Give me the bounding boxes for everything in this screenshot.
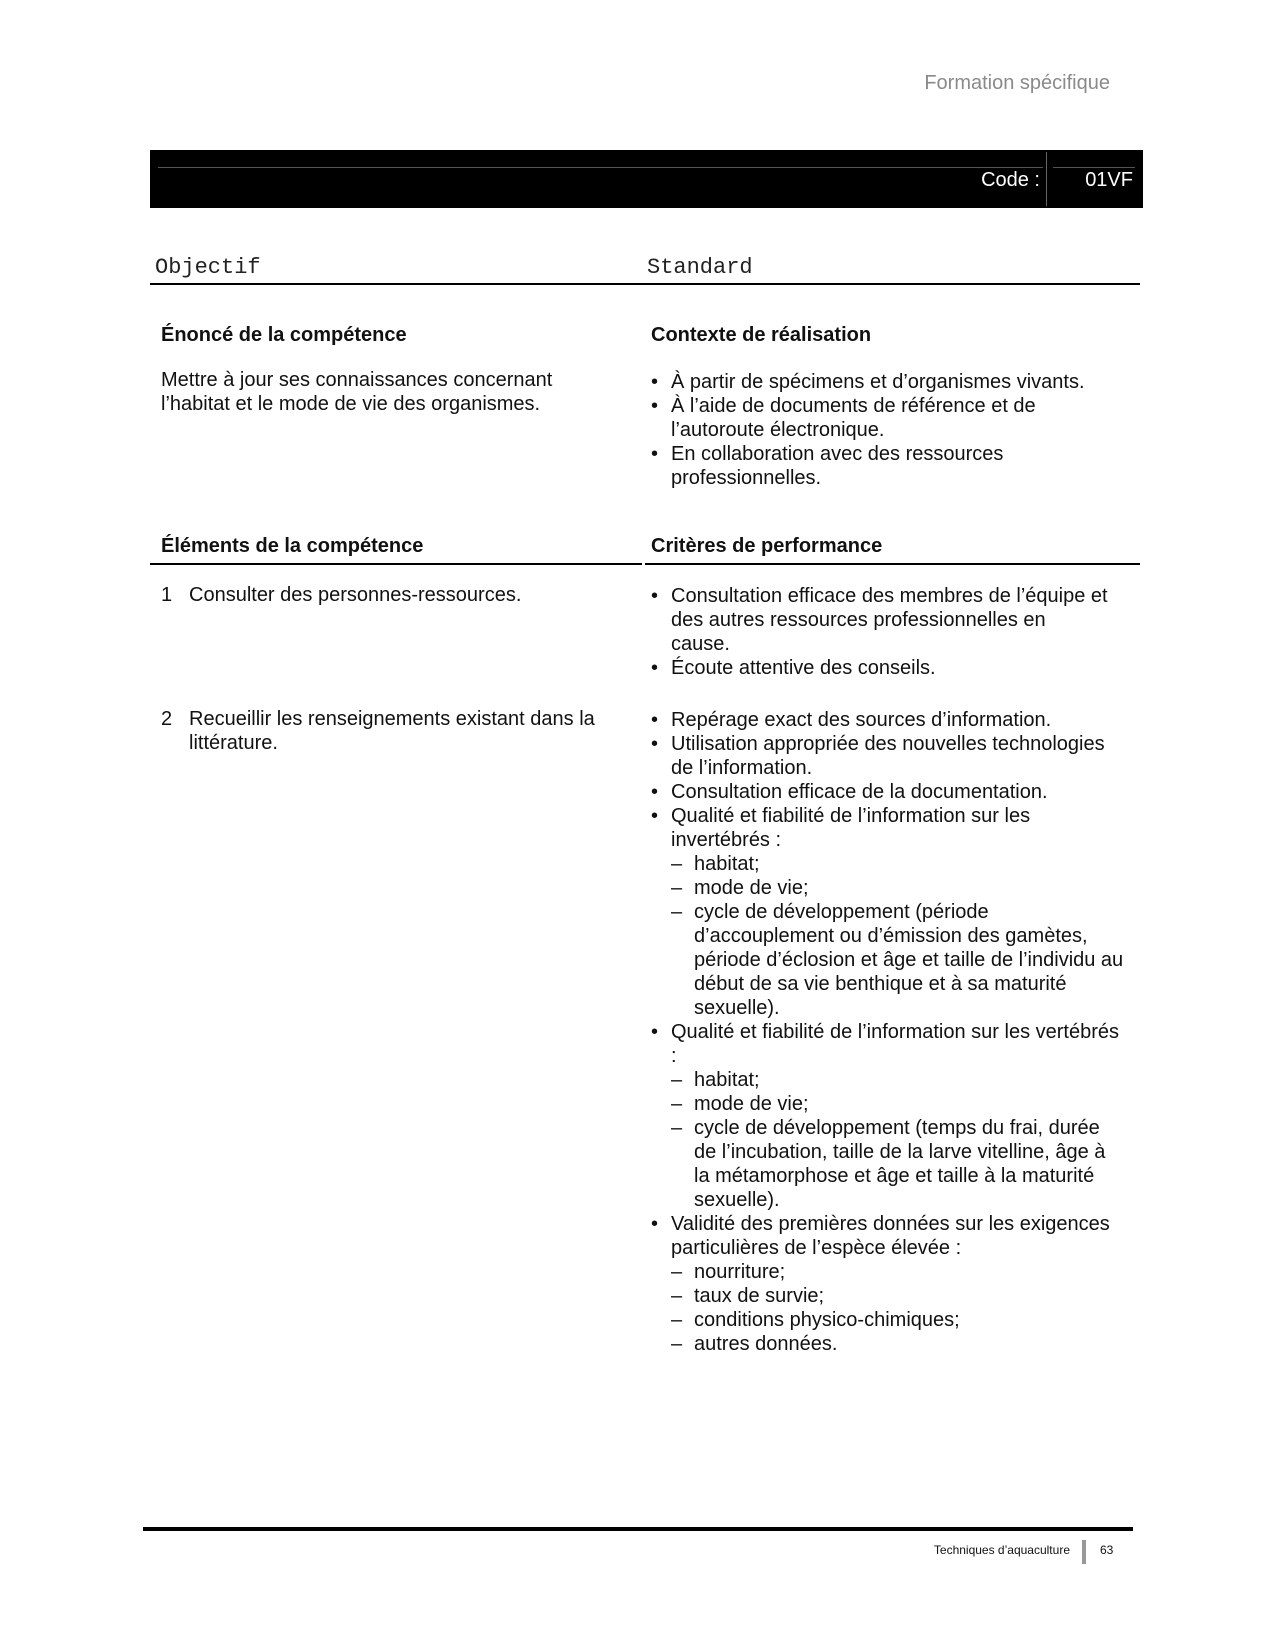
element-text: Recueillir les renseignements existant dans la littérature.: [189, 708, 595, 754]
section-title: Formation spécifique: [924, 72, 1110, 94]
list-item: • Écoute attentive des conseils.: [649, 656, 1109, 680]
enonce-line: Mettre à jour ses connaissances concernant: [161, 369, 553, 391]
list-item: [649, 1212, 1124, 1356]
list-item: • Consultation efficace des membres de l’équipe et des autres ressources professionnelles en cause.: [649, 584, 1109, 656]
code-bar-divider: [1046, 152, 1047, 206]
sub-list-item: – nourriture;: [671, 1260, 1124, 1284]
list-item: [649, 1020, 1124, 1212]
criteres-list-1: [649, 584, 1109, 680]
sub-list-item: – cycle de développement (temps du frai, durée de l’incubation, taille de la larve vitelline, âge à la métamorphose et âge et taille à la maturité sexuelle).: [671, 1116, 1124, 1212]
column-header-standard: Standard: [647, 255, 753, 280]
code-bar-line: [1053, 167, 1135, 168]
column-header-rule: [150, 283, 1140, 285]
sub-list-item: – taux de survie;: [671, 1284, 1124, 1308]
sub-list-item: – habitat;: [671, 852, 1124, 876]
sub-list-item: – conditions physico-chimiques;: [671, 1308, 1124, 1332]
list-item: [649, 804, 1124, 1020]
code-value: 01VF: [1085, 169, 1133, 191]
footer-title: Techniques d’aquaculture: [933, 1543, 1070, 1557]
list-item-text: Validité des premières données sur les exigences particulières de l’espèce élevée :: [671, 1213, 1110, 1259]
sub-list-item: – habitat;: [671, 1068, 1124, 1092]
contexte-list: [649, 370, 1109, 490]
list-item-text: Qualité et fiabilité de l’information sur les vertébrés :: [671, 1021, 1119, 1067]
criteres-title: Critères de performance: [651, 535, 883, 557]
list-item-text: Qualité et fiabilité de l’information sur les invertébrés :: [671, 805, 1031, 851]
element-item-2: [161, 707, 616, 755]
list-item: • En collaboration avec des ressources professionnelles.: [649, 442, 1109, 490]
page-number: 63: [1100, 1543, 1114, 1557]
element-item-1: [161, 583, 621, 607]
enonce-title: Énoncé de la compétence: [161, 324, 407, 346]
code-bar: [150, 150, 1143, 208]
contexte-title: Contexte de réalisation: [651, 324, 872, 346]
enonce-text: [161, 368, 631, 416]
code-bar-line: [158, 167, 1043, 168]
sub-list-item: – cycle de développement (période d’accouplement ou d’émission des gamètes, période d’éclosion et âge et taille de l’individu au début de sa vie benthique et à sa maturité sexuelle).: [671, 900, 1124, 1020]
section-rule-right: [645, 563, 1140, 565]
sub-list: [671, 1260, 1124, 1356]
footer-rule: [143, 1527, 1133, 1531]
sub-list: [671, 1068, 1124, 1212]
list-item: • À l’aide de documents de référence et de l’autoroute électronique.: [649, 394, 1109, 442]
sub-list-item: – mode de vie;: [671, 876, 1124, 900]
sub-list: [671, 852, 1124, 1020]
element-number: 1: [161, 584, 173, 606]
list-item: • Utilisation appropriée des nouvelles technologies de l’information.: [649, 732, 1124, 780]
criteres-list-2: [649, 708, 1124, 1356]
elements-title: Éléments de la compétence: [161, 535, 424, 557]
column-header-objectif: Objectif: [155, 255, 261, 280]
section-rule-left: [150, 563, 642, 565]
list-item: • Consultation efficace de la documentation.: [649, 780, 1124, 804]
element-number: 2: [161, 708, 173, 730]
element-text: Consulter des personnes-ressources.: [189, 584, 522, 606]
enonce-line: l’habitat et le mode de vie des organismes.: [161, 393, 541, 415]
footer-separator: [1082, 1540, 1086, 1564]
code-label: Code :: [981, 169, 1040, 191]
sub-list-item: – autres données.: [671, 1332, 1124, 1356]
list-item: • Repérage exact des sources d’information.: [649, 708, 1124, 732]
sub-list-item: – mode de vie;: [671, 1092, 1124, 1116]
list-item: • À partir de spécimens et d’organismes vivants.: [649, 370, 1109, 394]
